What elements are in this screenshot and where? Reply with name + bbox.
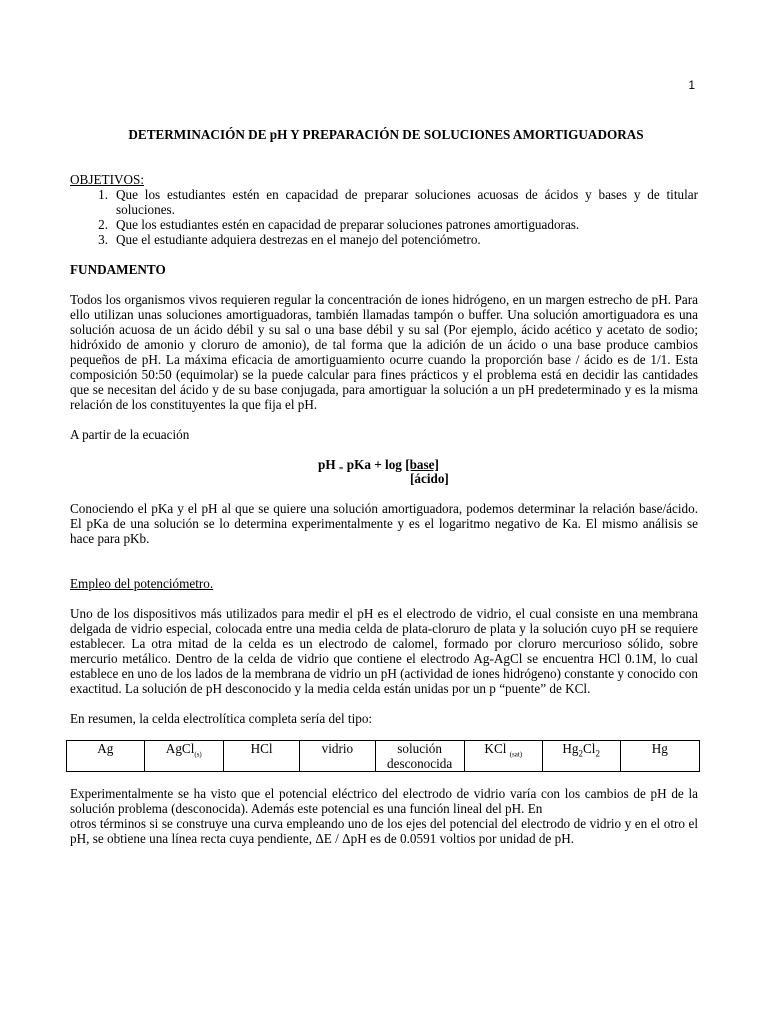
fundamento-paragraph-1: Todos los organismos vivos requieren regular la concentración de iones hidrógeno, en un margen estrecho de pH. Para ello utilizan unas soluciones amortiguadoras, también llamadas tampón o buffer. Una solución amortiguadora es una solución acuosa de un ácido débil y su sal o una base débil y su sal (Por ejemplo, ácido acético y acetato de sodio; hidróxido de amonio y cloruro de amonio), de tal forma que la adición de un ácido o una base produce cambios pequeños de pH. La máxima eficacia de amortiguamiento ocurre cuando la proporción base / ácido es de 1/1. Esta composición 50:50 (equimolar) se la puede calcular para fines prácticos y el problema está en decidir las cantidades que se necesitan del ácido y de su base conjugada, para amortiguar la solución a un pH predeterminado y es la misma relación de los constituyentes la que fija el pH. [70,292,698,412]
list-number: 2. [98,217,108,232]
table-cell: HCl [223,741,299,772]
table-cell: $Hg_2Cl_2$ [542,741,620,772]
list-item [70,187,698,217]
fundamento-paragraph-2: Conociendo el pKa y el pH al que se quiere una solución amortiguadora, podemos determinar la relación base/ácido. El pKa de una solución se lo determina experimentalmente y es el logaritmo negativo de Ka. El mismo análisis se hace para pKb. [70,501,698,546]
table-cell: Hg [620,741,699,772]
potenciometro-paragraph-2b: otros términos si se construye una curva empleando uno de los ejes del potencial del electrodo de vidrio y en el otro el pH, se obtiene una línea recta cuya pendiente, ΔE / ΔpH es de 0.0591 voltios por unidad de pH. [70,816,698,846]
document-body [70,172,698,846]
cell-summary-text: En resumen, la celda electrolítica completa sería del tipo: [70,711,373,726]
potenciometro-heading: Empleo del potenciómetro. [70,576,214,591]
henderson-equation [70,457,698,487]
document-title: DETERMINACIÓN DE pH Y PREPARACIÓN DE SOLUCIONES AMORTIGUADORAS [128,127,644,142]
objectives-heading: OBJETIVOS: [70,172,144,187]
list-item [70,232,698,247]
equation-numerator: [base] [405,457,439,472]
equation-rhs: pKa + log [346,457,402,472]
equation-lhs: pH [318,457,336,472]
table-cell: KCl $_{(sat)}$ [464,741,542,772]
table-row [67,741,700,772]
equation-intro: A partir de la ecuación [70,427,190,442]
equation-equals: = [338,464,344,473]
potenciometro-paragraph-2a: Experimentalmente se ha visto que el potencial eléctrico del electrodo de vidrio varía con los cambios de pH de la solución problema (desconocida). Además este potencial es una función lineal del pH. En [70,786,698,816]
potenciometro-paragraph-1: Uno de los dispositivos más utilizados para medir el pH es el electrodo de vidrio, el cual consiste en una membrana delgada de vidrio especial, colocada entre una media celda de plata-cloruro de plata y la solución cuyo pH se requiere establecer. La otra mitad de la celda es un electrodo de calomel, formado por cloruro mercurioso sólido, sobre mercurio metálico. Dentro de la celda de vidrio que contiene el electrodo Ag-AgCl se encuentra HCl 0.1M, lo cual establece en uno de los lados de la membrana de vidrio un pH (actividad de iones hidrógeno) constante y conocido con exactitud. La solución de pH desconocido y la media celda están unidas por un p “puente” de KCl. [70,606,698,696]
objectives-list [70,187,698,247]
electrolytic-cell-table [66,740,700,772]
fundamento-heading: FUNDAMENTO [70,262,166,277]
list-number: 3. [98,232,108,247]
table-cell: AgCl$_{(s)}$ [144,741,223,772]
list-number: 1. [98,187,108,202]
list-text: Que los estudiantes estén en capacidad de preparar soluciones acuosas de ácidos y bases y de titular soluciones. [116,187,698,217]
table-cell: vidrio [300,741,375,772]
equation-denominator: [ácido] [410,471,449,486]
table-cell: Ag [67,741,145,772]
list-text: Que los estudiantes estén en capacidad de preparar soluciones patrones amortiguadoras. [116,217,580,232]
table-cell: solución desconocida [375,741,464,772]
list-text: Que el estudiante adquiera destrezas en el manejo del potenciómetro. [116,232,481,247]
list-item [70,217,698,232]
page-number: 1 [688,78,695,92]
